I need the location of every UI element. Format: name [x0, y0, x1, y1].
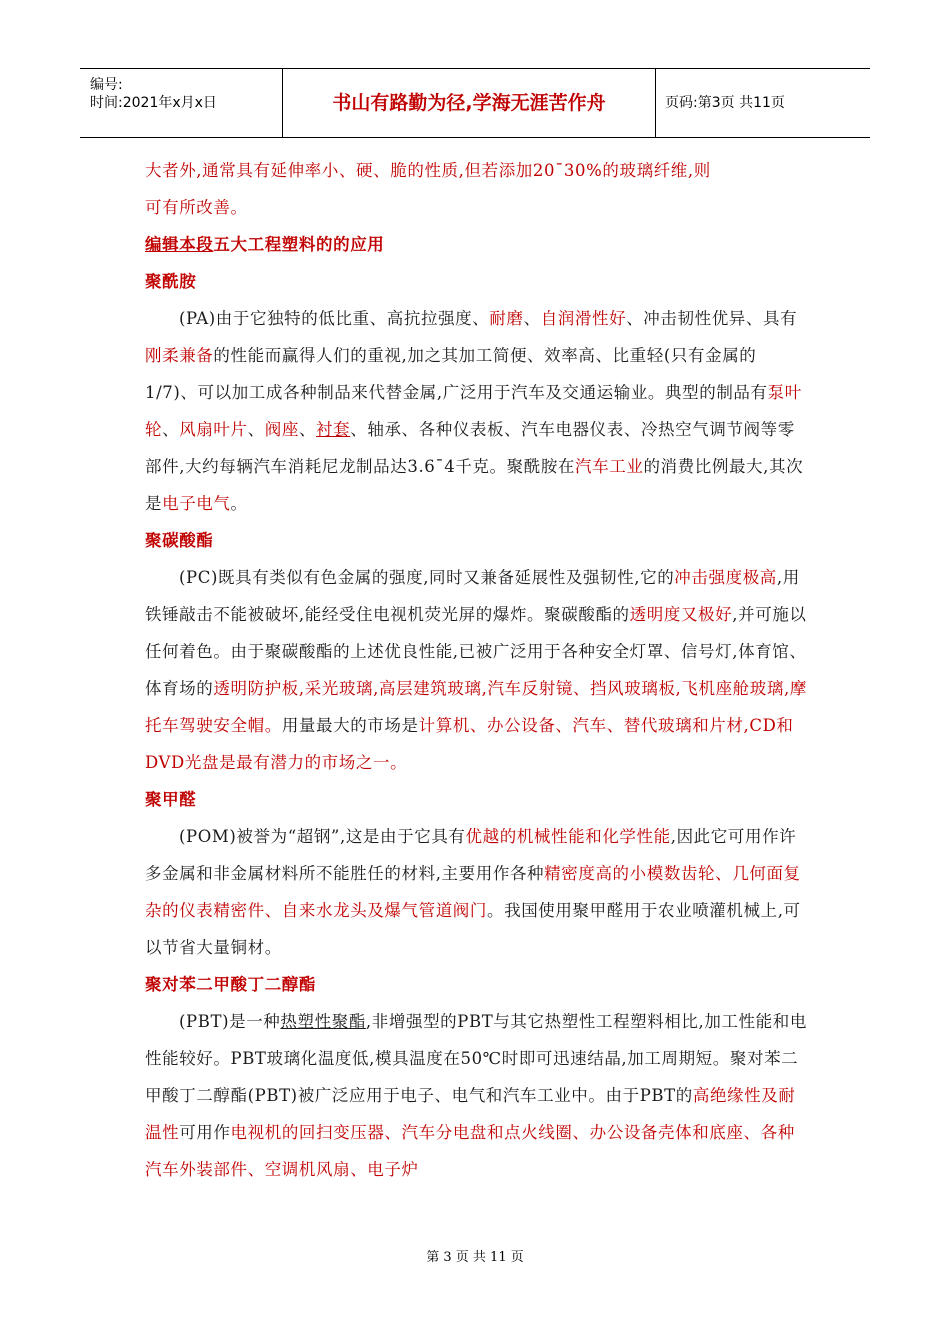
section-title: 五大工程塑料的的应用	[213, 235, 385, 254]
pa-highlight: 刚柔兼备	[145, 346, 214, 365]
header-meta	[80, 69, 283, 137]
pbt-text: 可用作	[179, 1123, 231, 1142]
pc-highlight: 冲击强度极高	[674, 568, 777, 587]
pa-highlight: 电子电气	[162, 494, 231, 513]
pa-highlight: 汽车工业	[575, 457, 644, 476]
pc-heading: 聚碳酸酯	[145, 531, 214, 550]
page-footer: 第 3 页 共 11 页	[426, 1250, 524, 1265]
pbt-text: ,非增强型的PBT与其它热塑性工程塑料相比,加工性能和电性能较好。PBT玻璃化温度低,模具温度在50℃时即可迅速结晶,加工周期短。聚对苯二甲酸丁二醇酯(PBT)被广泛应用于电子、电气和汽车工业中。由于PBT的	[145, 1012, 807, 1105]
header-page-info: 页码:第3页 共11页	[665, 95, 785, 111]
pc-text: (PC)既具有类似有色金属的强度,同时又兼备延展性及强韧性,它的	[179, 568, 675, 587]
pa-text: 、	[523, 309, 541, 328]
pa-text: 、	[162, 420, 180, 439]
pc-highlight: 计算机、办公设备、汽车、替代玻璃和片材,CD和DVD光盘是最有潜力的市场之一。	[145, 716, 794, 772]
page-header	[80, 68, 870, 138]
pc-text: ,并可施以任何着色。由于聚碳酸酯的上述优良性能,已被广泛用于各种安全灯罩、信号灯,体育馆、体育场的	[145, 605, 807, 698]
pa-text: (PA)由于它独特的低比重、高抗拉强度、	[179, 309, 490, 328]
pom-text: (POM)被誉为“超钢”,这是由于它具有	[179, 827, 466, 846]
pbt-paragraph	[145, 1003, 807, 1188]
doc-time-label: 时间:2021年x月x日	[90, 95, 217, 111]
document-body	[145, 152, 807, 1188]
edit-section-link[interactable]: 编辑本段	[145, 235, 214, 254]
pom-highlight: 精密度高的小模数齿轮、几何面复杂的仪表精密件、自来水龙头及爆气管道阀门	[145, 864, 801, 920]
pa-highlight: 自润滑性好	[540, 309, 627, 328]
pc-paragraph	[145, 559, 807, 781]
pom-text: ,因此它可用作许多金属和非金属材料所不能胜任的材料,主要用作各种	[145, 827, 797, 883]
doc-number-label: 编号:	[90, 77, 123, 93]
pbt-heading: 聚对苯二甲酸丁二醇酯	[145, 975, 316, 994]
pom-paragraph	[145, 818, 807, 966]
pa-heading: 聚酰胺	[145, 272, 197, 291]
bushing-link[interactable]: 衬套	[316, 420, 351, 439]
pc-text: 用量最大的市场是	[281, 716, 419, 735]
pc-highlight: 透明防护板,采光玻璃,高层建筑玻璃,汽车反射镜、挡风玻璃板,飞机座舱玻璃,摩托车驾驶安全帽。	[145, 679, 807, 735]
pa-paragraph	[145, 300, 807, 522]
pom-highlight: 优越的机械性能和化学性能	[465, 827, 671, 846]
pom-heading: 聚甲醛	[145, 790, 197, 809]
pa-text: 。	[230, 494, 248, 513]
pa-text: 、	[247, 420, 265, 439]
pbt-highlight: 高绝缘性及耐温性	[145, 1086, 796, 1142]
intro-line-1: 大者外,通常具有延伸率小、硬、脆的性质,但若添加20¯30%的玻璃纤维,则	[145, 161, 711, 180]
pa-highlight: 阀座	[264, 420, 299, 439]
pbt-text: (PBT)是一种	[179, 1012, 281, 1031]
pa-text: 、冲击韧性优异、具有	[626, 309, 798, 328]
intro-line-2: 可有所改善。	[145, 198, 248, 217]
header-motto: 书山有路勤为径,学海无涯苦作舟	[283, 69, 656, 137]
pa-highlight: 耐磨	[489, 309, 524, 328]
thermoplastic-polyester-link[interactable]: 热塑性聚酯	[280, 1012, 366, 1031]
pbt-highlight: 电视机的回扫变压器、汽车分电盘和点火线圈、办公设备壳体和底座、各种汽车外装部件、空调机风扇、电子炉	[145, 1123, 795, 1179]
pom-text: 。我国使用聚甲醛用于农业喷灌机械上,可以节省大量铜材。	[145, 901, 801, 957]
pa-text: 的消费比例最大,其次是	[145, 457, 804, 513]
pa-highlight: 风扇叶片	[179, 420, 248, 439]
pa-highlight: 泵叶轮	[145, 383, 802, 439]
pa-text: 、轴承、各种仪表板、汽车电器仪表、冷热空气调节阀等零部件,大约每辆汽车消耗尼龙制品达3.6¯4千克。聚酰胺在	[145, 420, 795, 476]
section-heading	[145, 226, 807, 263]
pa-text: 、	[298, 420, 317, 439]
pa-text: 的性能而赢得人们的重视,加之其加工简便、效率高、比重轻(只有金属的1/7)、可以加工成各种制品来代替金属,广泛用于汽车及交通运输业。典型的制品有	[145, 346, 768, 402]
pc-highlight: 透明度又极好	[629, 605, 733, 624]
pc-text: ,用铁锤敲击不能被破坏,能经受住电视机荧光屏的爆炸。聚碳酸酯的	[145, 568, 800, 624]
